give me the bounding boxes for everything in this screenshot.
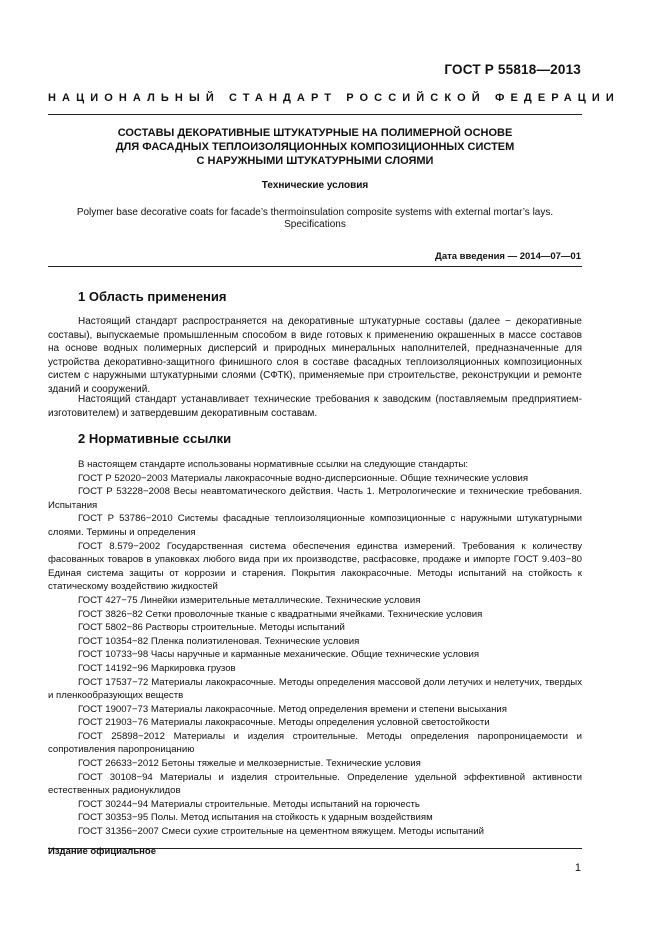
reference-item: ГОСТ 17537−72 Материалы лакокрасочные. Методы определения массовой доли летучих и нелетучих, твердых и пленкообразующих веществ bbox=[48, 676, 582, 702]
reference-item: ГОСТ 10733−98 Часы наручные и карманные механические. Общие технические условия bbox=[78, 649, 480, 661]
title-line: С НАРУЖНЫМИ ШТУКАТУРНЫМИ СЛОЯМИ bbox=[196, 155, 434, 167]
title-line: СОСТАВЫ ДЕКОРАТИВНЫЕ ШТУКАТУРНЫЕ НА ПОЛИМЕРНОЙ ОСНОВЕ bbox=[117, 127, 513, 139]
national-standard-banner: НАЦИОНАЛЬНЫЙ СТАНДАРТ РОССИЙСКОЙ ФЕДЕРАЦИИ bbox=[48, 92, 620, 104]
reference-item: В настоящем стандарте использованы нормативные ссылки на следующие стандарты: bbox=[78, 459, 469, 470]
section-heading-scope: 1 Область применения bbox=[78, 289, 227, 304]
english-title-line: Polymer base decorative coats for facade’s thermoinsulation composite systems with external mortar’s lays. bbox=[76, 207, 554, 218]
introduction-date: Дата введения — 2014—07—01 bbox=[435, 251, 581, 262]
title-line: ДЛЯ ФАСАДНЫХ ТЕПЛОИЗОЛЯЦИОННЫХ КОМПОЗИЦИОННЫХ СИСТЕМ bbox=[115, 141, 515, 153]
reference-item: ГОСТ 30244−94 Материалы строительные. Методы испытаний на горючесть bbox=[78, 798, 420, 810]
document-subtitle: Технические условия bbox=[261, 180, 369, 191]
reference-item: ГОСТ 3826−82 Сетки проволочные тканые с квадратными ячейками. Технические условия bbox=[78, 608, 483, 620]
reference-item: ГОСТ 19007−73 Материалы лакокрасочные. Метод определения времени и степени высыхания bbox=[78, 703, 507, 715]
section-heading-references: 2 Нормативные ссылки bbox=[78, 431, 232, 446]
reference-item: ГОСТ 30353−95 Полы. Метод испытания на стойкость к ударным воздействиям bbox=[78, 812, 433, 824]
reference-item: ГОСТ 21903−76 Материалы лакокрасочные. Методы определения условной светостойкости bbox=[78, 717, 490, 729]
edition-note: Издание официальное bbox=[48, 846, 156, 857]
reference-item: ГОСТ 26633−2012 Бетоны тяжелые и мелкозернистые. Технические условия bbox=[78, 758, 421, 770]
document-title bbox=[60, 126, 570, 168]
reference-item: ГОСТ 5802−86 Растворы строительные. Методы испытаний bbox=[78, 622, 345, 634]
reference-item: ГОСТ 10354−82 Пленка полиэтиленовая. Технические условия bbox=[78, 635, 360, 647]
references-list bbox=[48, 458, 582, 839]
reference-item: ГОСТ 8.579−2002 Государственная система обеспечения единства измерений. Требования к количеству фасованных товаров в упаковках любого вида при их производстве, расфасовке, продаже и импорте ГОСТ 9.403−80 Единая система защиты от коррозии и старения. Покрытия лакокрасочные. Методы испытаний на стойкость к статическому воздействию жидкостей bbox=[48, 540, 582, 593]
english-title-line: Specifications bbox=[284, 219, 346, 230]
paragraph: Настоящий стандарт устанавливает технические требования к заводским (поставляемым предприятием-изготовителем) и затвердевшим декоративным составам. bbox=[48, 394, 582, 419]
standard-code: ГОСТ Р 55818—2013 bbox=[444, 62, 581, 77]
english-title bbox=[60, 207, 570, 231]
reference-item: ГОСТ Р 53228−2008 Весы неавтоматического действия. Часть 1. Метрологические и технические требования. Испытания bbox=[48, 486, 582, 511]
reference-item: ГОСТ 14192−96 Маркировка грузов bbox=[78, 662, 236, 674]
page-number: 1 bbox=[574, 862, 581, 874]
reference-item: ГОСТ 31356−2007 Смеси сухие строительные на цементном вяжущем. Методы испытаний bbox=[78, 826, 484, 838]
reference-item: ГОСТ 427−75 Линейки измерительные металлические. Технические условия bbox=[78, 594, 421, 606]
reference-item: ГОСТ 25898−2012 Материалы и изделия строительные. Методы определения паропроницаемости и сопротивления паропроницанию bbox=[48, 730, 582, 756]
reference-item: ГОСТ Р 53786−2010 Системы фасадные теплоизоляционные композиционные с наружными штукатурными слоями. Термины и определения bbox=[48, 513, 582, 538]
reference-item: ГОСТ Р 52020−2003 Материалы лакокрасочные водно-дисперсионные. Общие технические условия bbox=[78, 472, 529, 484]
divider bbox=[48, 114, 582, 115]
reference-item: ГОСТ 30108−94 Материалы и изделия строительные. Определение удельной эффективной активности естественных радионуклидов bbox=[48, 771, 582, 797]
divider bbox=[48, 266, 582, 267]
paragraph: Настоящий стандарт распространяется на декоративные штукатурные составы (далее − декоративные составы), выпускаемые промышленным способом в виде готовых к применению окрашенных в массе составов на основе водных полимерных дисперсий и природных минеральных наполнителей, предназначенные для устройства декоративно-защитного финишного слоя в составе фасадных теплоизоляционных композиционных систем с наружными штукатурными слоями (СФТК), применяемые при строительстве, реконструкции и ремонте зданий и сооружений. bbox=[48, 316, 582, 395]
